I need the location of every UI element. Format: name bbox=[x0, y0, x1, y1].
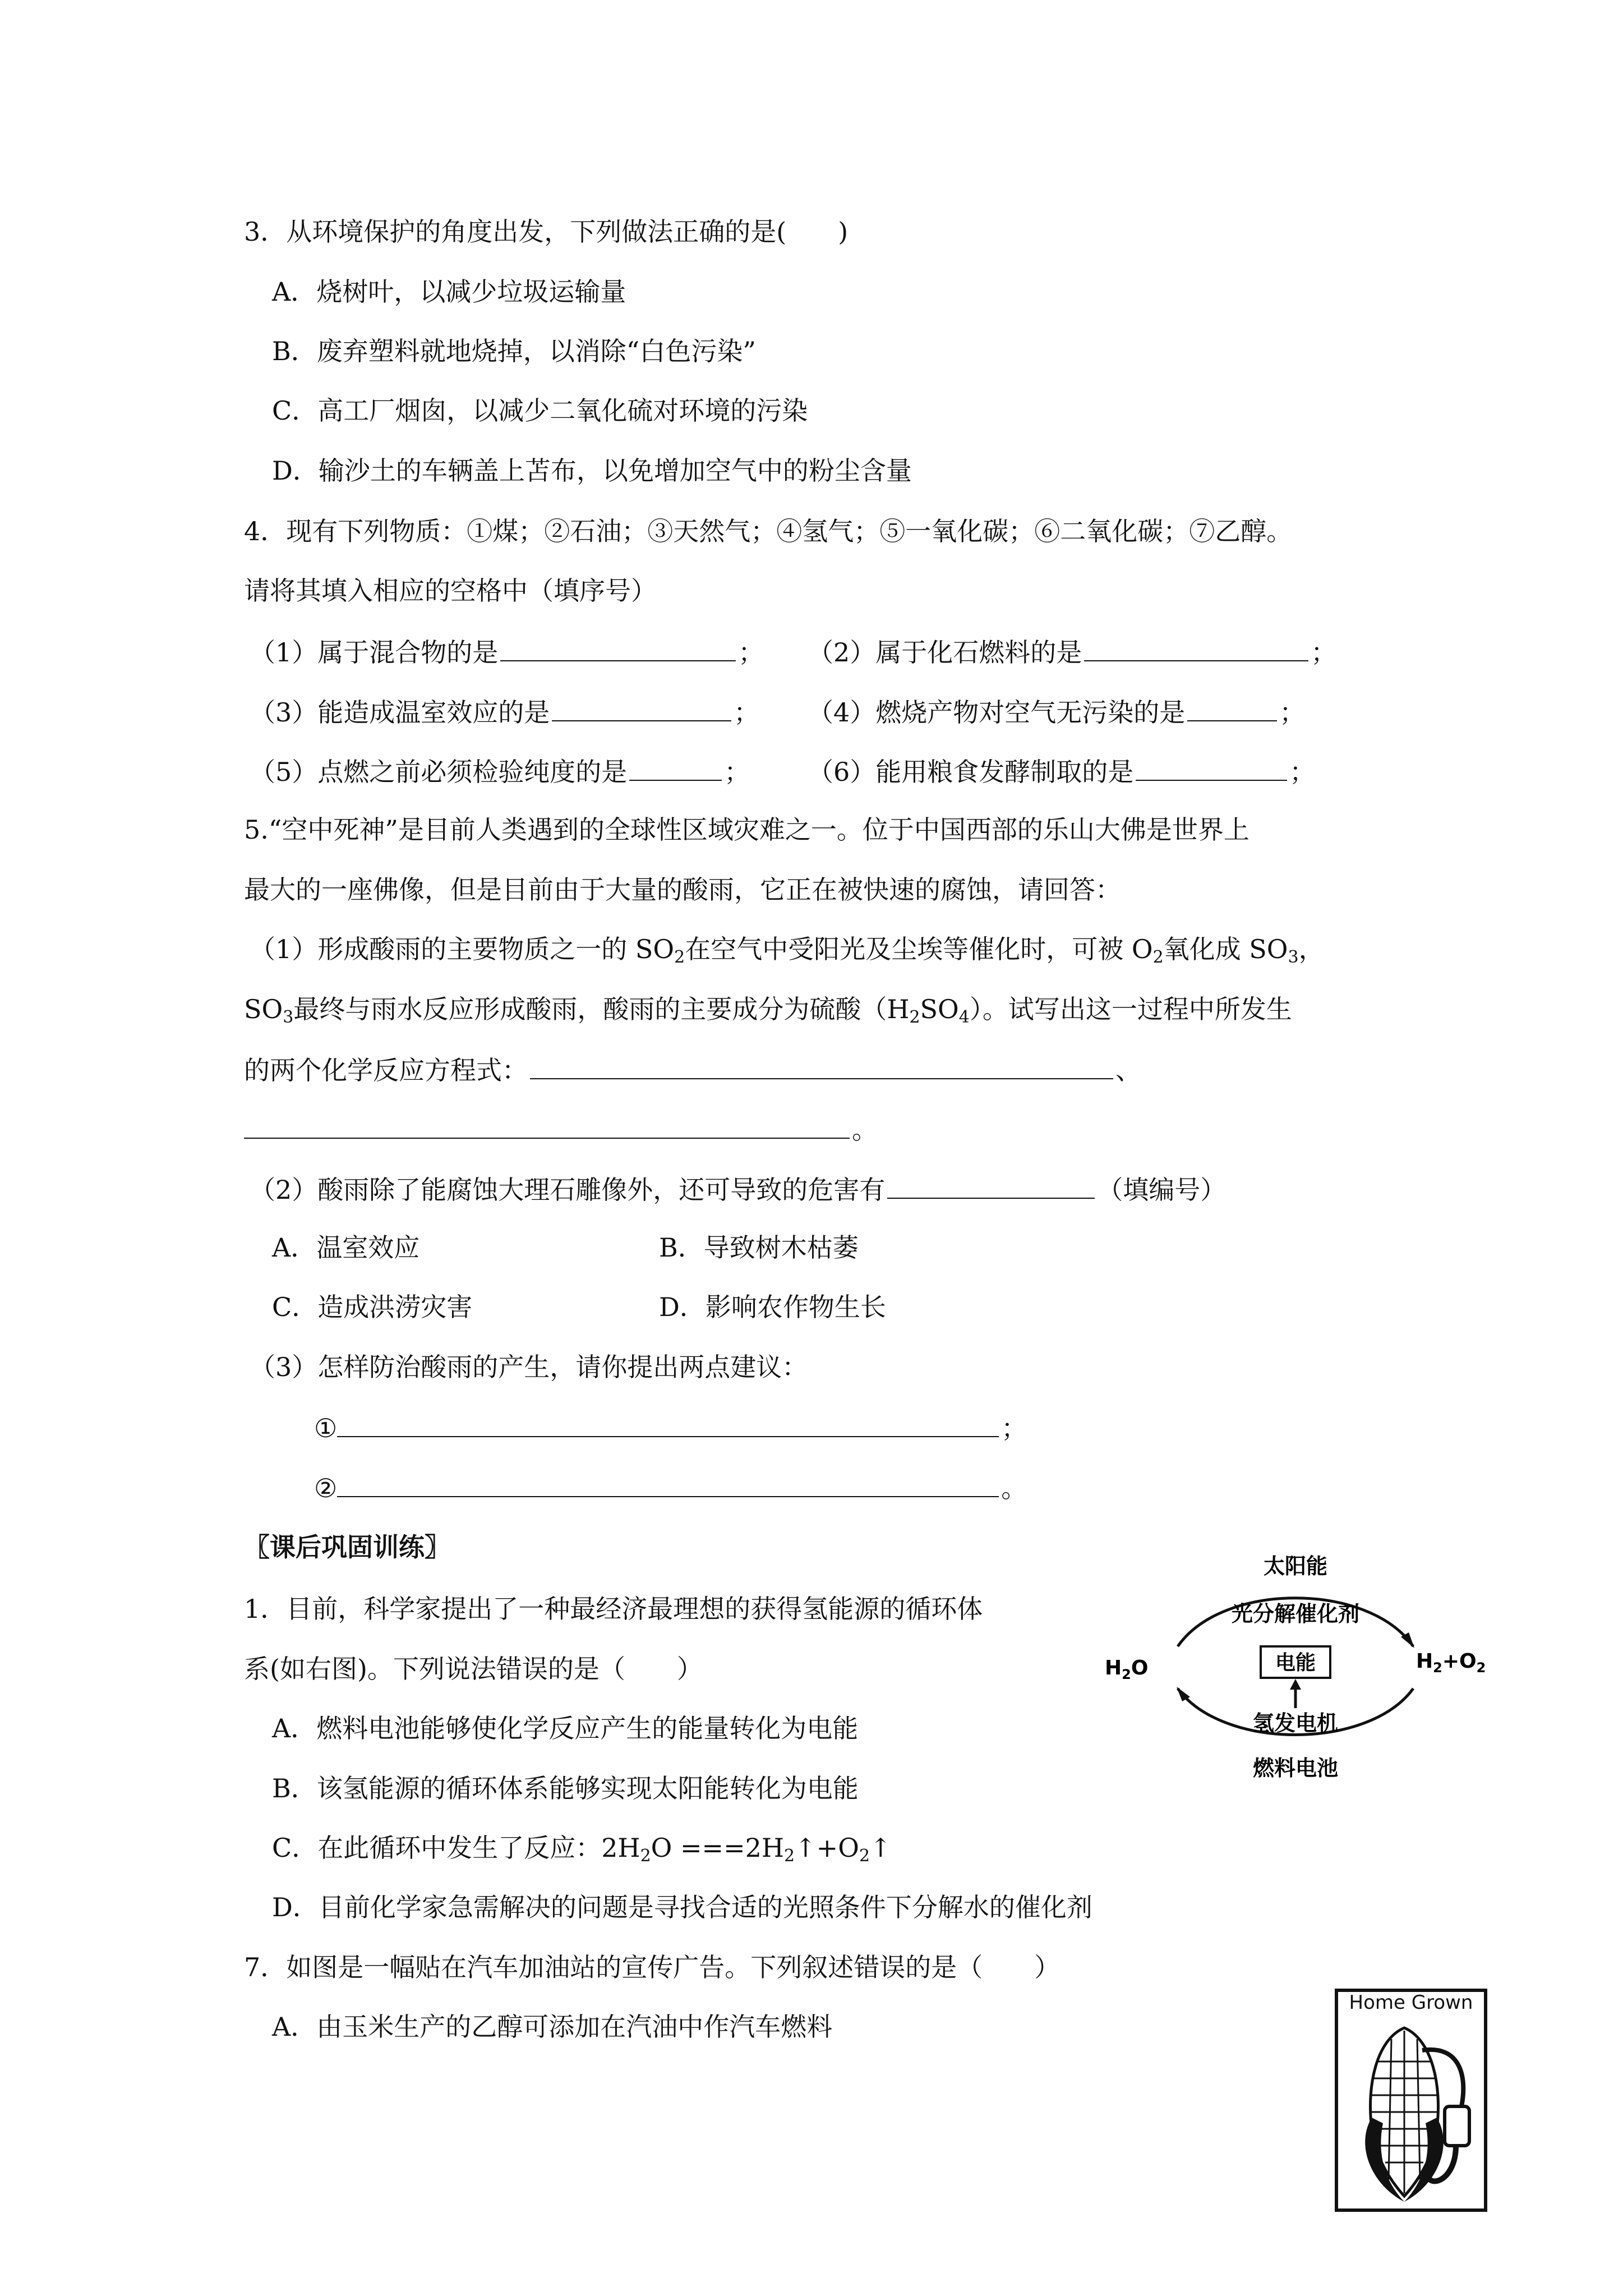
q4-blank-2[interactable] bbox=[1084, 638, 1308, 661]
q5-p1-sub-c: 3 bbox=[1288, 947, 1299, 967]
diagram-hydrogen-oxygen: $H_2+O_2$ bbox=[1416, 1650, 1486, 1676]
q4-item-4 bbox=[808, 697, 1306, 728]
q4-blank-6[interactable] bbox=[1136, 757, 1287, 781]
q4-blank-3[interactable] bbox=[552, 698, 731, 721]
q4-item-5 bbox=[250, 757, 750, 785]
diagram-catalyst: 光分解催化剂 bbox=[1231, 1602, 1360, 1626]
q3-option-c: C．高工厂烟囱，以减少二氧化硫对环境的污染 bbox=[272, 395, 808, 426]
q5-p1-sub-b: 2 bbox=[1152, 947, 1164, 967]
q5-suggestion-end-1: ； bbox=[1001, 1413, 1027, 1443]
q5-p2-option-a: A．温室效应 bbox=[272, 1232, 420, 1263]
h1-optc-sub-a: 2 bbox=[640, 1846, 651, 1866]
q5-suggestion-blank-1[interactable] bbox=[337, 1414, 999, 1437]
h1-option-c bbox=[272, 1833, 892, 1866]
q5-part3: （3）怎样防治酸雨的产生，请你提出两点建议： bbox=[250, 1352, 808, 1382]
h1-option-b: B．该氢能源的循环体系能够实现太阳能转化为电能 bbox=[272, 1773, 859, 1803]
corn-fuel-ad bbox=[1335, 1989, 1487, 2212]
q3-option-b: B．废弃塑料就地烧掉，以消除“白色污染” bbox=[272, 336, 756, 366]
q4-item-6 bbox=[808, 757, 1315, 785]
hydrogen-cycle-diagram bbox=[1094, 1548, 1497, 1818]
q5-part1-line3 bbox=[244, 1056, 1141, 1083]
q4-sep-2: ； bbox=[1311, 637, 1337, 668]
diagram-water: $H_2O$ bbox=[1105, 1657, 1149, 1682]
q4-item-3 bbox=[250, 697, 760, 728]
h1-optc-text-c: ↑+O bbox=[795, 1833, 859, 1863]
q4-item-2 bbox=[808, 637, 1337, 668]
q4-blank-5[interactable] bbox=[629, 757, 722, 781]
q5-p2-option-b: B．导致树木枯萎 bbox=[659, 1232, 859, 1263]
q5-p2-end: （填编号） bbox=[1097, 1175, 1227, 1205]
h1-option-a: A．燃料电池能够使化学反应产生的能量转化为电能 bbox=[272, 1713, 859, 1743]
q5-suggestion-1 bbox=[314, 1414, 1027, 1441]
h1-stem-line2: 系(如右图)。下列说法错误的是（ ） bbox=[244, 1654, 703, 1684]
q5-p2-option-c: C．造成洪涝灾害 bbox=[272, 1292, 473, 1322]
q5-p2-option-d: D．影响农作物生长 bbox=[659, 1292, 886, 1322]
q3-option-d: D．输沙土的车辆盖上苫布，以免增加空气中的粉尘含量 bbox=[272, 455, 912, 486]
q5-mark-1: ① bbox=[314, 1413, 338, 1443]
q5-p2-text: （2）酸雨除了能腐蚀大理石雕像外，还可导致的危害有 bbox=[250, 1175, 886, 1205]
diagram-hydrogen-generator: 氢发电机 bbox=[1252, 1711, 1339, 1736]
q4-item-2-text: （2）属于化石燃料的是 bbox=[808, 637, 1082, 668]
q5-p1-text-a: （1）形成酸雨的主要物质之一的 SO bbox=[250, 934, 675, 964]
q5-stem-line2: 最大的一座佛像，但是目前由于大量的酸雨，它正在被快速的腐蚀，请回答： bbox=[244, 875, 1121, 905]
q4-item-5-text: （5）点燃之前必须检验纯度的是 bbox=[250, 757, 628, 787]
h1-optc-sub-c: 2 bbox=[859, 1846, 870, 1866]
q4-sep-1: ； bbox=[738, 637, 764, 668]
q4-stem-line2: 请将其填入相应的空格中（填序号） bbox=[244, 576, 657, 606]
q5-p1l2-sub-c: 4 bbox=[958, 1007, 970, 1027]
q4-item-3-text: （3）能造成温室效应的是 bbox=[250, 697, 550, 728]
q4-sep-6: ； bbox=[1289, 757, 1316, 787]
diagram-fuel-cell: 燃料电池 bbox=[1252, 1756, 1339, 1780]
h7-option-a: A．由玉米生产的乙醇可添加在汽油中作汽车燃料 bbox=[272, 2012, 833, 2042]
q5-p2-blank[interactable] bbox=[887, 1175, 1095, 1199]
q5-p1-end: ， bbox=[1298, 934, 1325, 964]
h1-optc-sub-b: 2 bbox=[784, 1846, 795, 1866]
q5-part1-line2 bbox=[244, 994, 1292, 1027]
h1-stem-line1: 1．目前，科学家提出了一种最经济最理想的获得氢能源的循环体 bbox=[244, 1594, 983, 1624]
q4-item-6-text: （6）能用粮食发酵制取的是 bbox=[808, 757, 1134, 787]
q5-p1l2-sub-a: 3 bbox=[283, 1007, 294, 1027]
q5-part2 bbox=[250, 1175, 1226, 1203]
q5-p1l4-end: 。 bbox=[852, 1115, 878, 1145]
corn-pump-icon bbox=[1338, 2017, 1484, 2207]
ad-caption: Home Grown bbox=[1349, 1991, 1473, 2014]
diagram-electricity: 电能 bbox=[1275, 1651, 1316, 1674]
h1-optc-end: ↑ bbox=[870, 1833, 892, 1863]
q5-p1l2-text-a: SO bbox=[244, 994, 283, 1024]
q4-item-1-text: （1）属于混合物的是 bbox=[250, 637, 499, 668]
q4-sep-3: ； bbox=[734, 697, 760, 728]
diagram-solar-energy: 太阳能 bbox=[1263, 1554, 1328, 1579]
q5-mark-2: ② bbox=[314, 1473, 338, 1503]
q5-part1-line4 bbox=[244, 1115, 878, 1143]
h7-stem: 7．如图是一幅贴在汽车加油站的宣传广告。下列叙述错误的是（ ） bbox=[244, 1952, 1061, 1982]
q5-p1l3-text: 的两个化学反应方程式： bbox=[244, 1055, 528, 1085]
q5-suggestion-end-2: 。 bbox=[1001, 1473, 1027, 1503]
q5-equation-blank-1[interactable] bbox=[530, 1056, 1113, 1079]
q5-stem-line1: 5.“空中死神”是目前人类遇到的全球性区域灾难之一。位于中国西部的乐山大佛是世界上 bbox=[244, 815, 1249, 845]
q5-suggestion-2 bbox=[314, 1474, 1027, 1501]
q5-p1-sub-a: 2 bbox=[674, 947, 685, 967]
section-title: 〖课后巩固训练〗 bbox=[244, 1532, 450, 1562]
q5-p1l3-end: 、 bbox=[1115, 1055, 1141, 1085]
h1-optc-text-b: O ===2H bbox=[651, 1833, 785, 1863]
q4-stem-line1: 4．现有下列物质：①煤；②石油；③天然气；④氢气；⑤一氧化碳；⑥二氧化碳；⑦乙醇。 bbox=[244, 516, 1293, 546]
q5-p1l2-text-d: ）。试写出这一过程中所发生 bbox=[969, 994, 1292, 1024]
q5-suggestion-blank-2[interactable] bbox=[337, 1474, 999, 1497]
q5-equation-blank-2[interactable] bbox=[244, 1115, 850, 1139]
q4-blank-4[interactable] bbox=[1187, 698, 1277, 721]
q5-p1l2-sub-b: 2 bbox=[909, 1007, 920, 1027]
q5-p1l2-text-c: SO bbox=[920, 994, 959, 1024]
q4-sep-5: ； bbox=[724, 757, 750, 787]
q3-option-a: A．烧树叶，以减少垃圾运输量 bbox=[272, 277, 626, 307]
q4-item-1 bbox=[250, 637, 764, 668]
q5-p1-text-c: 氧化成 SO bbox=[1163, 934, 1288, 964]
q4-sep-4: ； bbox=[1279, 697, 1306, 728]
q5-p1l2-text-b: 最终与雨水反应形成酸雨，酸雨的主要成分为硫酸（H bbox=[293, 994, 910, 1024]
h1-option-d: D．目前化学家急需解决的问题是寻找合适的光照条件下分解水的催化剂 bbox=[272, 1892, 1092, 1922]
h1-optc-text-a: C．在此循环中发生了反应：2H bbox=[272, 1833, 640, 1863]
q4-item-4-text: （4）燃烧产物对空气无污染的是 bbox=[808, 697, 1186, 728]
q3-stem: 3．从环境保护的角度出发，下列做法正确的是( ) bbox=[244, 217, 849, 247]
q5-p1-text-b: 在空气中受阳光及尘埃等催化时，可被 O bbox=[685, 934, 1153, 964]
q5-part1-line1 bbox=[250, 934, 1325, 967]
q4-blank-1[interactable] bbox=[500, 638, 736, 661]
diagram-up-arrowhead bbox=[1290, 1679, 1301, 1690]
